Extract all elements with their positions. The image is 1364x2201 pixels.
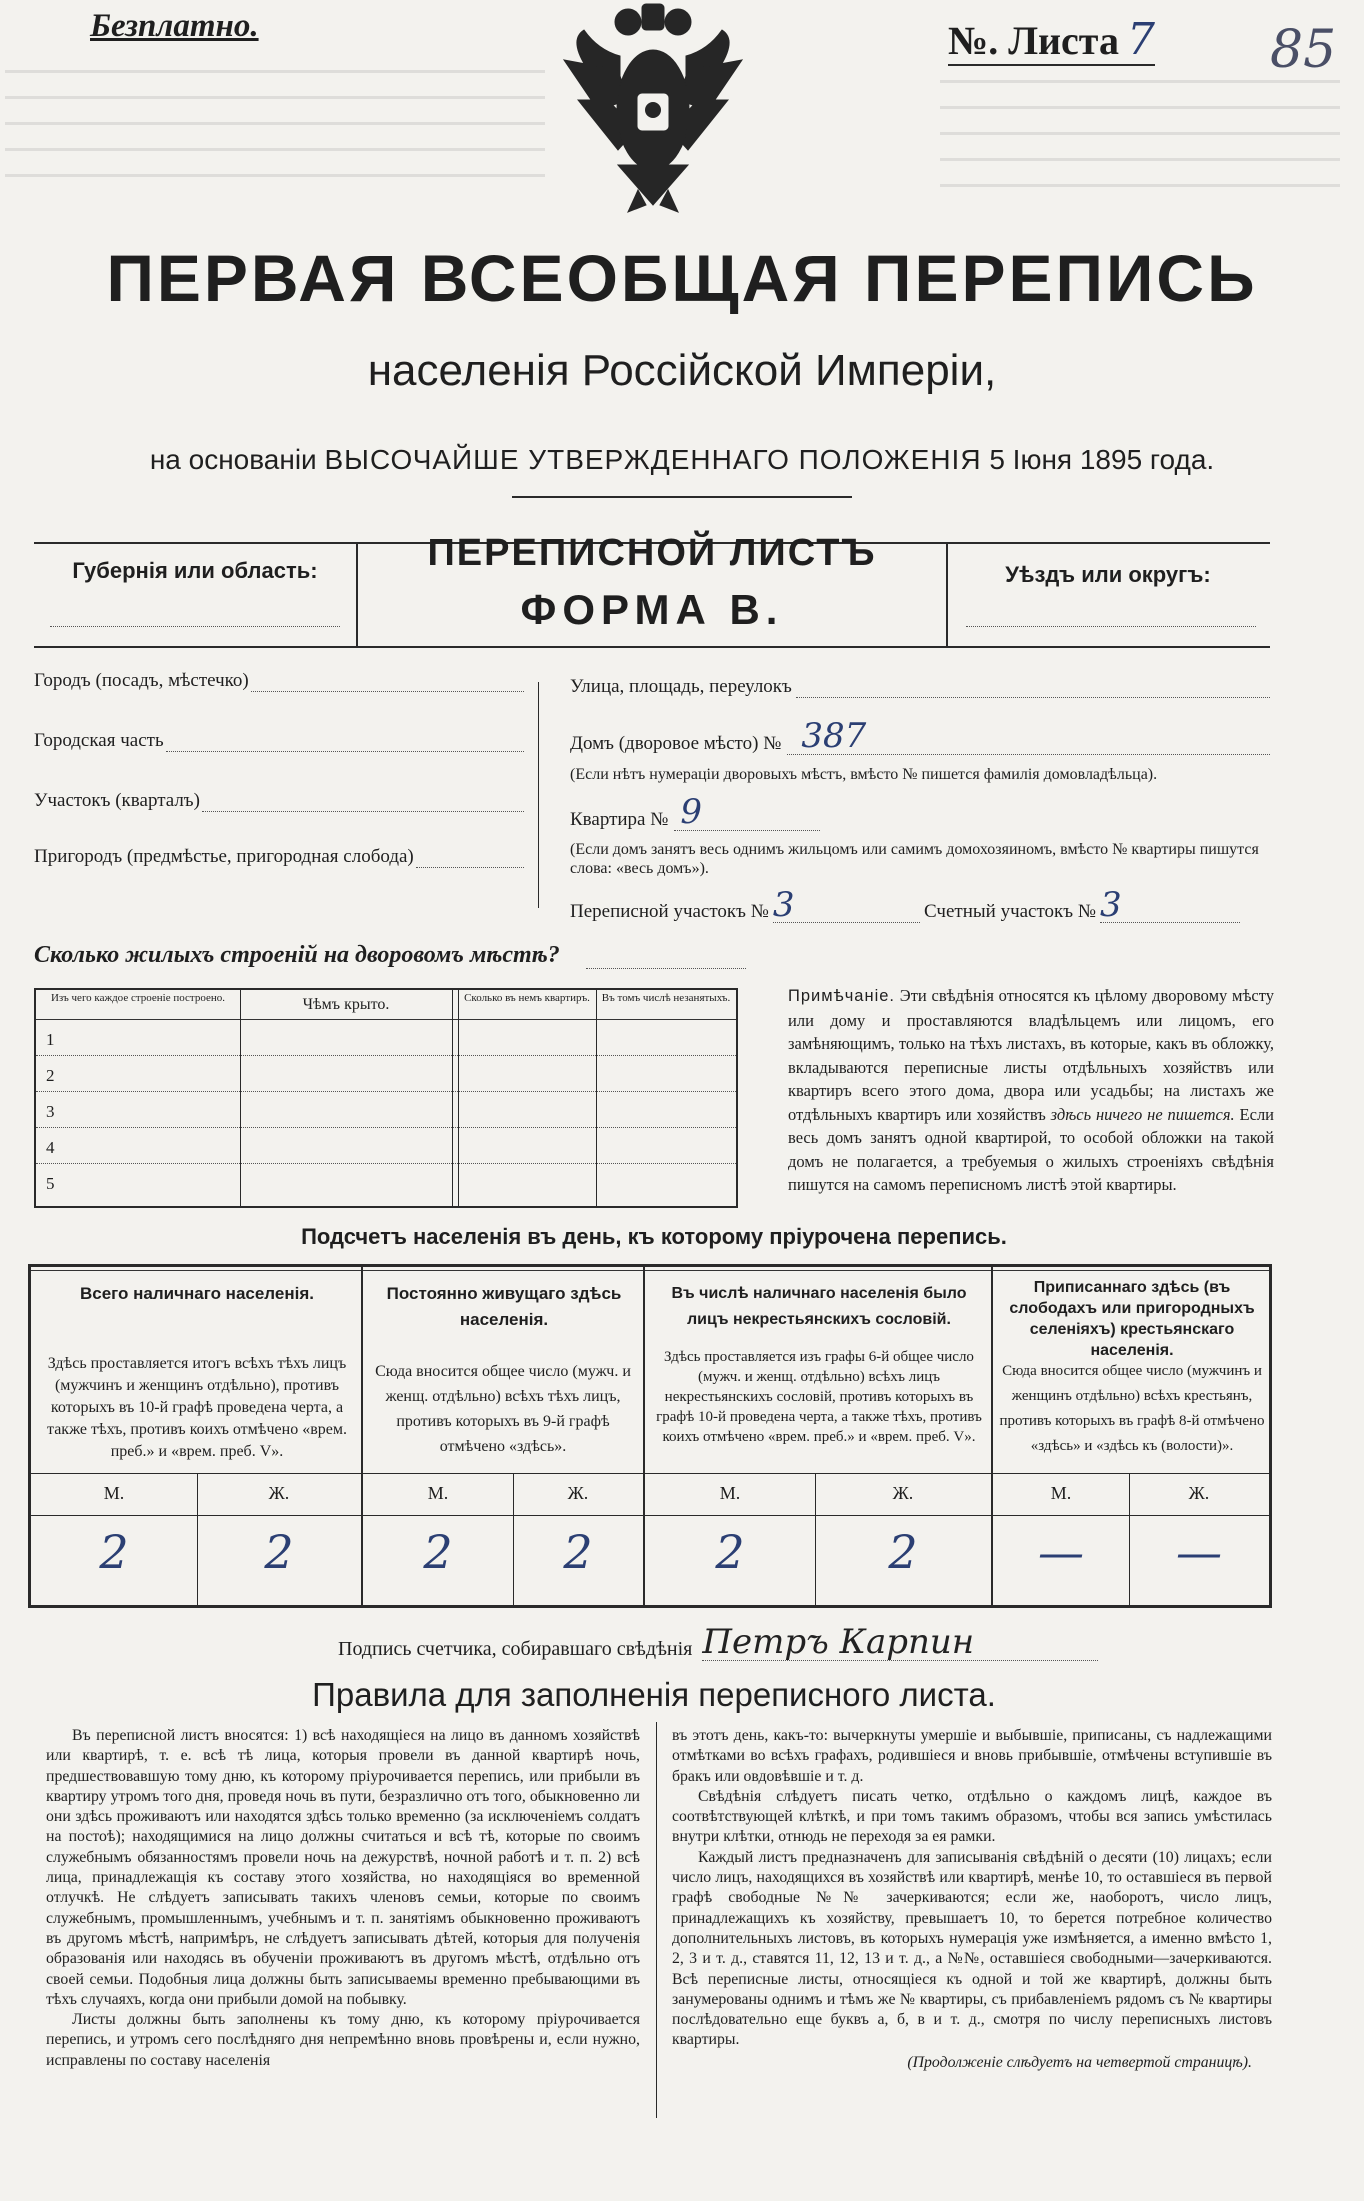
buildings-row-4[interactable] bbox=[36, 1128, 736, 1164]
count-table bbox=[28, 1264, 1272, 1608]
f-label: Ж. bbox=[567, 1483, 589, 1503]
count-peasant-m[interactable]: — bbox=[1038, 1525, 1084, 1579]
count-col1-desc: Здѣсь проставляется итогъ всѣхъ тѣхъ лицъ (мужчинъ и женщинъ отдѣльно), противъ которыхъ въ 10-й графѣ проведена черта, а также тѣхъ, противъ коихъ отмѣчено «врем. преб.» и «врем. преб. V». bbox=[47, 1355, 347, 1460]
form-box-right-divider bbox=[946, 542, 948, 646]
buildings-header-roof: Чѣмъ крыто. bbox=[302, 996, 390, 1013]
count-col4-title: Приписаннаго здѣсь (въ слободахъ или пригородныхъ селеніяхъ) крестьянскаго населенія. bbox=[1009, 1279, 1255, 1359]
suburb-row bbox=[34, 846, 524, 868]
count-total-m[interactable]: 2 bbox=[99, 1525, 129, 1579]
buildings-row-num: 4 bbox=[46, 1138, 55, 1157]
f-label: Ж. bbox=[268, 1483, 290, 1503]
basis-prefix: на основаніи bbox=[149, 444, 317, 475]
count-total-f[interactable]: 2 bbox=[264, 1525, 294, 1579]
buildings-row-3[interactable] bbox=[36, 1092, 736, 1128]
main-title: ПЕРВАЯ ВСЕОБЩАЯ ПЕРЕПИСЬ bbox=[106, 241, 1258, 315]
district-field[interactable] bbox=[966, 626, 1256, 627]
signature-value[interactable]: Петръ Карпин bbox=[702, 1624, 1098, 1661]
free-label: Безплатно. bbox=[90, 8, 259, 44]
street-row bbox=[570, 676, 1270, 698]
count-desc-bottom bbox=[31, 1473, 1269, 1474]
count-nonpeasant-m[interactable]: 2 bbox=[715, 1525, 745, 1579]
imperial-eagle-icon bbox=[558, 0, 748, 215]
house-label: Домъ (дворовое мѣсто) № bbox=[570, 733, 782, 754]
note-label: Примѣчаніе. bbox=[788, 987, 896, 1005]
suburb-field[interactable] bbox=[416, 846, 524, 868]
buildings-row-num: 5 bbox=[46, 1174, 55, 1193]
buildings-question-field[interactable] bbox=[586, 968, 746, 969]
rules-col1-p1: Въ переписной листъ вносятся: 1) всѣ находящіеся на лицо въ данномъ хозяйствѣ или квартирѣ, т. е. всѣ тѣ лица, которыя провели въ данной квартирѣ ночь, предшествовавшую тому дню, къ которому пріурочивается перепись, или прибыли въ квартиру утромъ того дня, проведя ночь въ пути, безразлично отъ того, обыкновенно ли они здѣсь проживаютъ или находятся здѣсь только временно (за исключеніемъ солдатъ на постоѣ); находящимися на лицо должны считаться и всѣ тѣ, которые по своимъ служебнымъ обязанностямъ провели ночь на дежурствѣ, ночной работѣ и т. п. 2) всѣ лица, принадлежащія къ составу этого хозяйства, но находящіяся во временной отлучкѣ. Не слѣдуетъ записывать такихъ членовъ семьи, которые по своимъ служебнымъ, промышленнымъ, учебнымъ и т. п. занятіямъ обыкновенно проживаютъ въ другомъ мѣстѣ, напримѣръ, не слѣдуетъ записывать дѣтей, которыя для полученія образованія или находясь въ обученіи проживаютъ въ другомъ мѣстѣ, отдѣльно отъ своей семьи. Подобныя лица должны быть записываемы временно пребывающими въ тѣхъ случаяхъ, когда они прибыли домой на побывку. bbox=[46, 1727, 640, 2008]
buildings-row-num: 1 bbox=[46, 1030, 55, 1049]
sheet-number-box bbox=[948, 14, 1155, 66]
form-letter: ФОРМА В. bbox=[520, 586, 784, 633]
suburb-label: Пригородъ (предмѣстье, пригородная слобода) bbox=[34, 846, 414, 867]
province-field[interactable] bbox=[50, 626, 340, 627]
rules-divider bbox=[656, 1722, 657, 2118]
district-label: Уѣздъ или округъ: bbox=[1005, 562, 1211, 587]
city-label: Городъ (посадъ, мѣстечко) bbox=[34, 670, 249, 691]
city-row bbox=[34, 670, 524, 692]
count-title: Подсчетъ населенія въ день, къ которому пріурочена перепись. bbox=[301, 1224, 1007, 1249]
form-box-bottom bbox=[34, 646, 1270, 648]
counting-section-value[interactable]: 3 bbox=[1100, 888, 1240, 923]
form-title: ПЕРЕПИСНОЙ ЛИСТЪ bbox=[427, 532, 877, 574]
census-section-label: Переписной участокъ № bbox=[570, 901, 769, 922]
rules-col1-p2: Листы должны быть заполнены къ тому дню, къ которому пріурочивается перепись, и утромъ сего послѣдняго дня непремѣнно вновь провѣрены и, если нужно, исправлены по составу населенія bbox=[46, 2011, 640, 2069]
precinct-label: Участокъ (кварталъ) bbox=[34, 790, 200, 811]
note-text-italic: здѣсь ничего не пишется. bbox=[1050, 1104, 1235, 1124]
census-section-value[interactable]: 3 bbox=[773, 888, 920, 923]
count-col3-desc: Здѣсь проставляется изъ графы 6-й общее число (мужч. и женщ. отдѣльно) всѣхъ лицъ некрестьянскихъ сословій, противъ которыхъ въ графѣ 10-й проведена черта, а также тѣхъ, противъ коихъ отмѣчено «врем. преб.» и «врем. преб. V». bbox=[656, 1349, 982, 1445]
buildings-question: Сколько жилыхъ строеній на дворовомъ мѣстѣ? bbox=[34, 942, 560, 968]
house-row bbox=[570, 718, 1270, 755]
buildings-header-apartments: Сколько въ немъ квартиръ. bbox=[464, 992, 590, 1004]
buildings-table bbox=[34, 988, 738, 1208]
paper-bleed-right bbox=[940, 80, 1340, 200]
street-label: Улица, площадь, переулокъ bbox=[570, 676, 792, 697]
rules-col2-p1: въ этотъ день, какъ-то: вычеркнуты умершіе и выбывшіе, приписаны, съ надлежащими отмѣтками во всѣхъ графахъ, родившіеся и вновь прибывшіе, отмѣчены вступившіе въ бракъ или овдовѣвшіе и т. д. bbox=[672, 1727, 1272, 1785]
precinct-row bbox=[34, 790, 524, 812]
basis-date: 5 Іюня 1895 года. bbox=[989, 444, 1215, 475]
buildings-row-2[interactable] bbox=[36, 1056, 736, 1092]
f-label: Ж. bbox=[892, 1483, 914, 1503]
note-text-b: Если весь домъ занятъ одной квартирой, то особой обложки на такой домъ не полагается, а требуемыя о жилыхъ строеніяхъ свѣдѣнія пишутся на самомъ переписномъ листѣ этой квартиры. bbox=[788, 1104, 1275, 1194]
count-col4-desc: Сюда вносится общее число (мужчинъ и женщинъ отдѣльно) всѣхъ крестьянъ, противъ которыхъ въ графѣ 8-й отмѣчено «здѣсь» и «здѣсь къ (волости)». bbox=[999, 1363, 1265, 1454]
apartment-note: (Если домъ занятъ весь однимъ жильцомъ или самимъ домохозяиномъ, вмѣсто № квартиры пишутся слова: «весь домъ»). bbox=[570, 841, 1259, 877]
title-divider bbox=[512, 496, 852, 498]
rules-col2 bbox=[672, 1726, 1272, 2073]
paper-bleed bbox=[5, 70, 545, 200]
province-label: Губернія или область: bbox=[72, 558, 318, 583]
note-text-a: Эти свѣдѣнія относятся къ цѣлому дворовому мѣсту или дому и проставляются владѣльцемъ или лицомъ, его замѣняющимъ, только на тѣхъ листахъ, въ которые, какъ въ обложку, вкладываются переписные листы отдѣльныхъ хозяйствъ или квартиръ всего этого дома, двора или усадьбы; на листахъ же отдѣльныхъ квартиръ или хозяйствъ bbox=[788, 986, 1274, 1124]
counting-section-row bbox=[924, 885, 1240, 925]
house-note: (Если нѣтъ нумераціи дворовыхъ мѣстъ, вмѣсто № пишется фамилія домовладѣльца). bbox=[570, 766, 1158, 783]
count-col2-desc: Сюда вносится общее число (мужч. и женщ. отдѣльно) всѣхъ тѣхъ лицъ, противъ которыхъ въ 9-й графѣ отмѣчено «здѣсь». bbox=[375, 1363, 631, 1455]
f-label: Ж. bbox=[1188, 1483, 1210, 1503]
city-part-label: Городская часть bbox=[34, 730, 164, 751]
rules-col2-p3: Каждый листъ предназначенъ для записыванія свѣдѣній о десяти (10) лицахъ; если число лицъ, находящихся въ хозяйствѣ или квартирѣ, менѣе 10, то оставшіеся въ первой графѣ свободные №№ зачеркиваются; если же, наоборотъ, число лицъ, принадлежащихъ къ хозяйству, превышаетъ 10, то берется потребное количество дополнительныхъ листовъ, въ которыхъ нумерація уже измѣняется, а именно вмѣсто 1, 2, 3 и т. д., ставятся 11, 12, 13 и т. д., а №№, оставшіеся свободными—зачеркиваются. Всѣ переписные листы, относящіеся къ одной и той же квартирѣ, должны быть занумерованы однимъ и тѣмъ же № квартиры, съ прибавленіемъ рядомъ съ № квартиры послѣдовательно еще буквъ а, б, в и т. д., смотря по числу переписныхъ листовъ квартиры. bbox=[672, 1848, 1272, 2049]
note-block bbox=[788, 984, 1274, 1197]
count-col3-title: Въ числѣ наличнаго населенія было лицъ некрестьянскихъ сословій. bbox=[671, 1285, 967, 1328]
apartment-row bbox=[570, 794, 820, 831]
count-peasant-f[interactable]: — bbox=[1176, 1525, 1222, 1579]
buildings-row-1[interactable] bbox=[36, 1020, 736, 1056]
m-label: М. bbox=[103, 1483, 125, 1503]
count-nonpeasant-f[interactable]: 2 bbox=[888, 1525, 918, 1579]
buildings-header-material: Изъ чего каждое строеніе построено. bbox=[50, 992, 226, 1004]
rules-col1 bbox=[46, 1726, 640, 2071]
count-col2-title: Постоянно живущаго здѣсь населенія. bbox=[386, 1284, 622, 1329]
m-label: М. bbox=[1050, 1483, 1072, 1503]
basis-line bbox=[60, 442, 1304, 478]
census-section-row bbox=[570, 885, 920, 925]
basis-main: ВЫСОЧАЙШЕ УТВЕРЖДЕННАГО ПОЛОЖЕНІЯ bbox=[324, 444, 982, 475]
form-box-left-divider bbox=[356, 542, 358, 646]
counting-section-label: Счетный участокъ № bbox=[924, 901, 1096, 922]
corner-number: 85 bbox=[1270, 20, 1337, 80]
precinct-field[interactable] bbox=[202, 790, 524, 812]
rules-continued: (Продолженіе слѣдуетъ на четвертой страницѣ). bbox=[907, 2053, 1252, 2071]
sheet-number: 7 bbox=[1126, 14, 1155, 65]
apartment-value[interactable]: 9 bbox=[674, 794, 820, 831]
count-col1-title: Всего наличнаго населенія. bbox=[80, 1284, 314, 1303]
subtitle: населенія Россійской Имперіи, bbox=[367, 346, 997, 395]
signature-label: Подпись счетчика, собиравшаго свѣдѣнія bbox=[338, 1638, 693, 1660]
buildings-header-vacant: Въ томъ числѣ незанятыхъ. bbox=[601, 992, 731, 1004]
city-part-field[interactable] bbox=[166, 730, 524, 752]
address-divider bbox=[538, 682, 539, 908]
buildings-row-num: 2 bbox=[46, 1066, 55, 1085]
count-top-inner bbox=[31, 1267, 1269, 1271]
count-mf-bottom bbox=[31, 1515, 1269, 1516]
buildings-row-num: 3 bbox=[46, 1102, 55, 1121]
city-field[interactable] bbox=[251, 670, 524, 692]
m-label: М. bbox=[427, 1483, 449, 1503]
city-part-row bbox=[34, 730, 524, 752]
buildings-row-5[interactable] bbox=[36, 1164, 736, 1202]
rules-title: Правила для заполненія переписного листа. bbox=[312, 1676, 996, 1713]
apartment-label: Квартира № bbox=[570, 809, 669, 830]
street-field[interactable] bbox=[796, 676, 1270, 698]
sheet-label: №. Листа bbox=[948, 18, 1119, 63]
signature-row bbox=[338, 1624, 1098, 1661]
count-resident-f[interactable]: 2 bbox=[563, 1525, 593, 1579]
count-resident-m[interactable]: 2 bbox=[423, 1525, 453, 1579]
m-label: М. bbox=[719, 1483, 741, 1503]
rules-col2-p2: Свѣдѣнія слѣдуетъ писать четко, отдѣльно о каждомъ лицѣ, каждое въ соотвѣтствующей клѣткѣ, и при томъ такимъ образомъ, чтобы вся запись умѣстилась внутри клѣтки, отнюдь не переходя за ея рамки. bbox=[672, 1787, 1272, 1846]
house-value[interactable]: 387 bbox=[787, 718, 1270, 755]
